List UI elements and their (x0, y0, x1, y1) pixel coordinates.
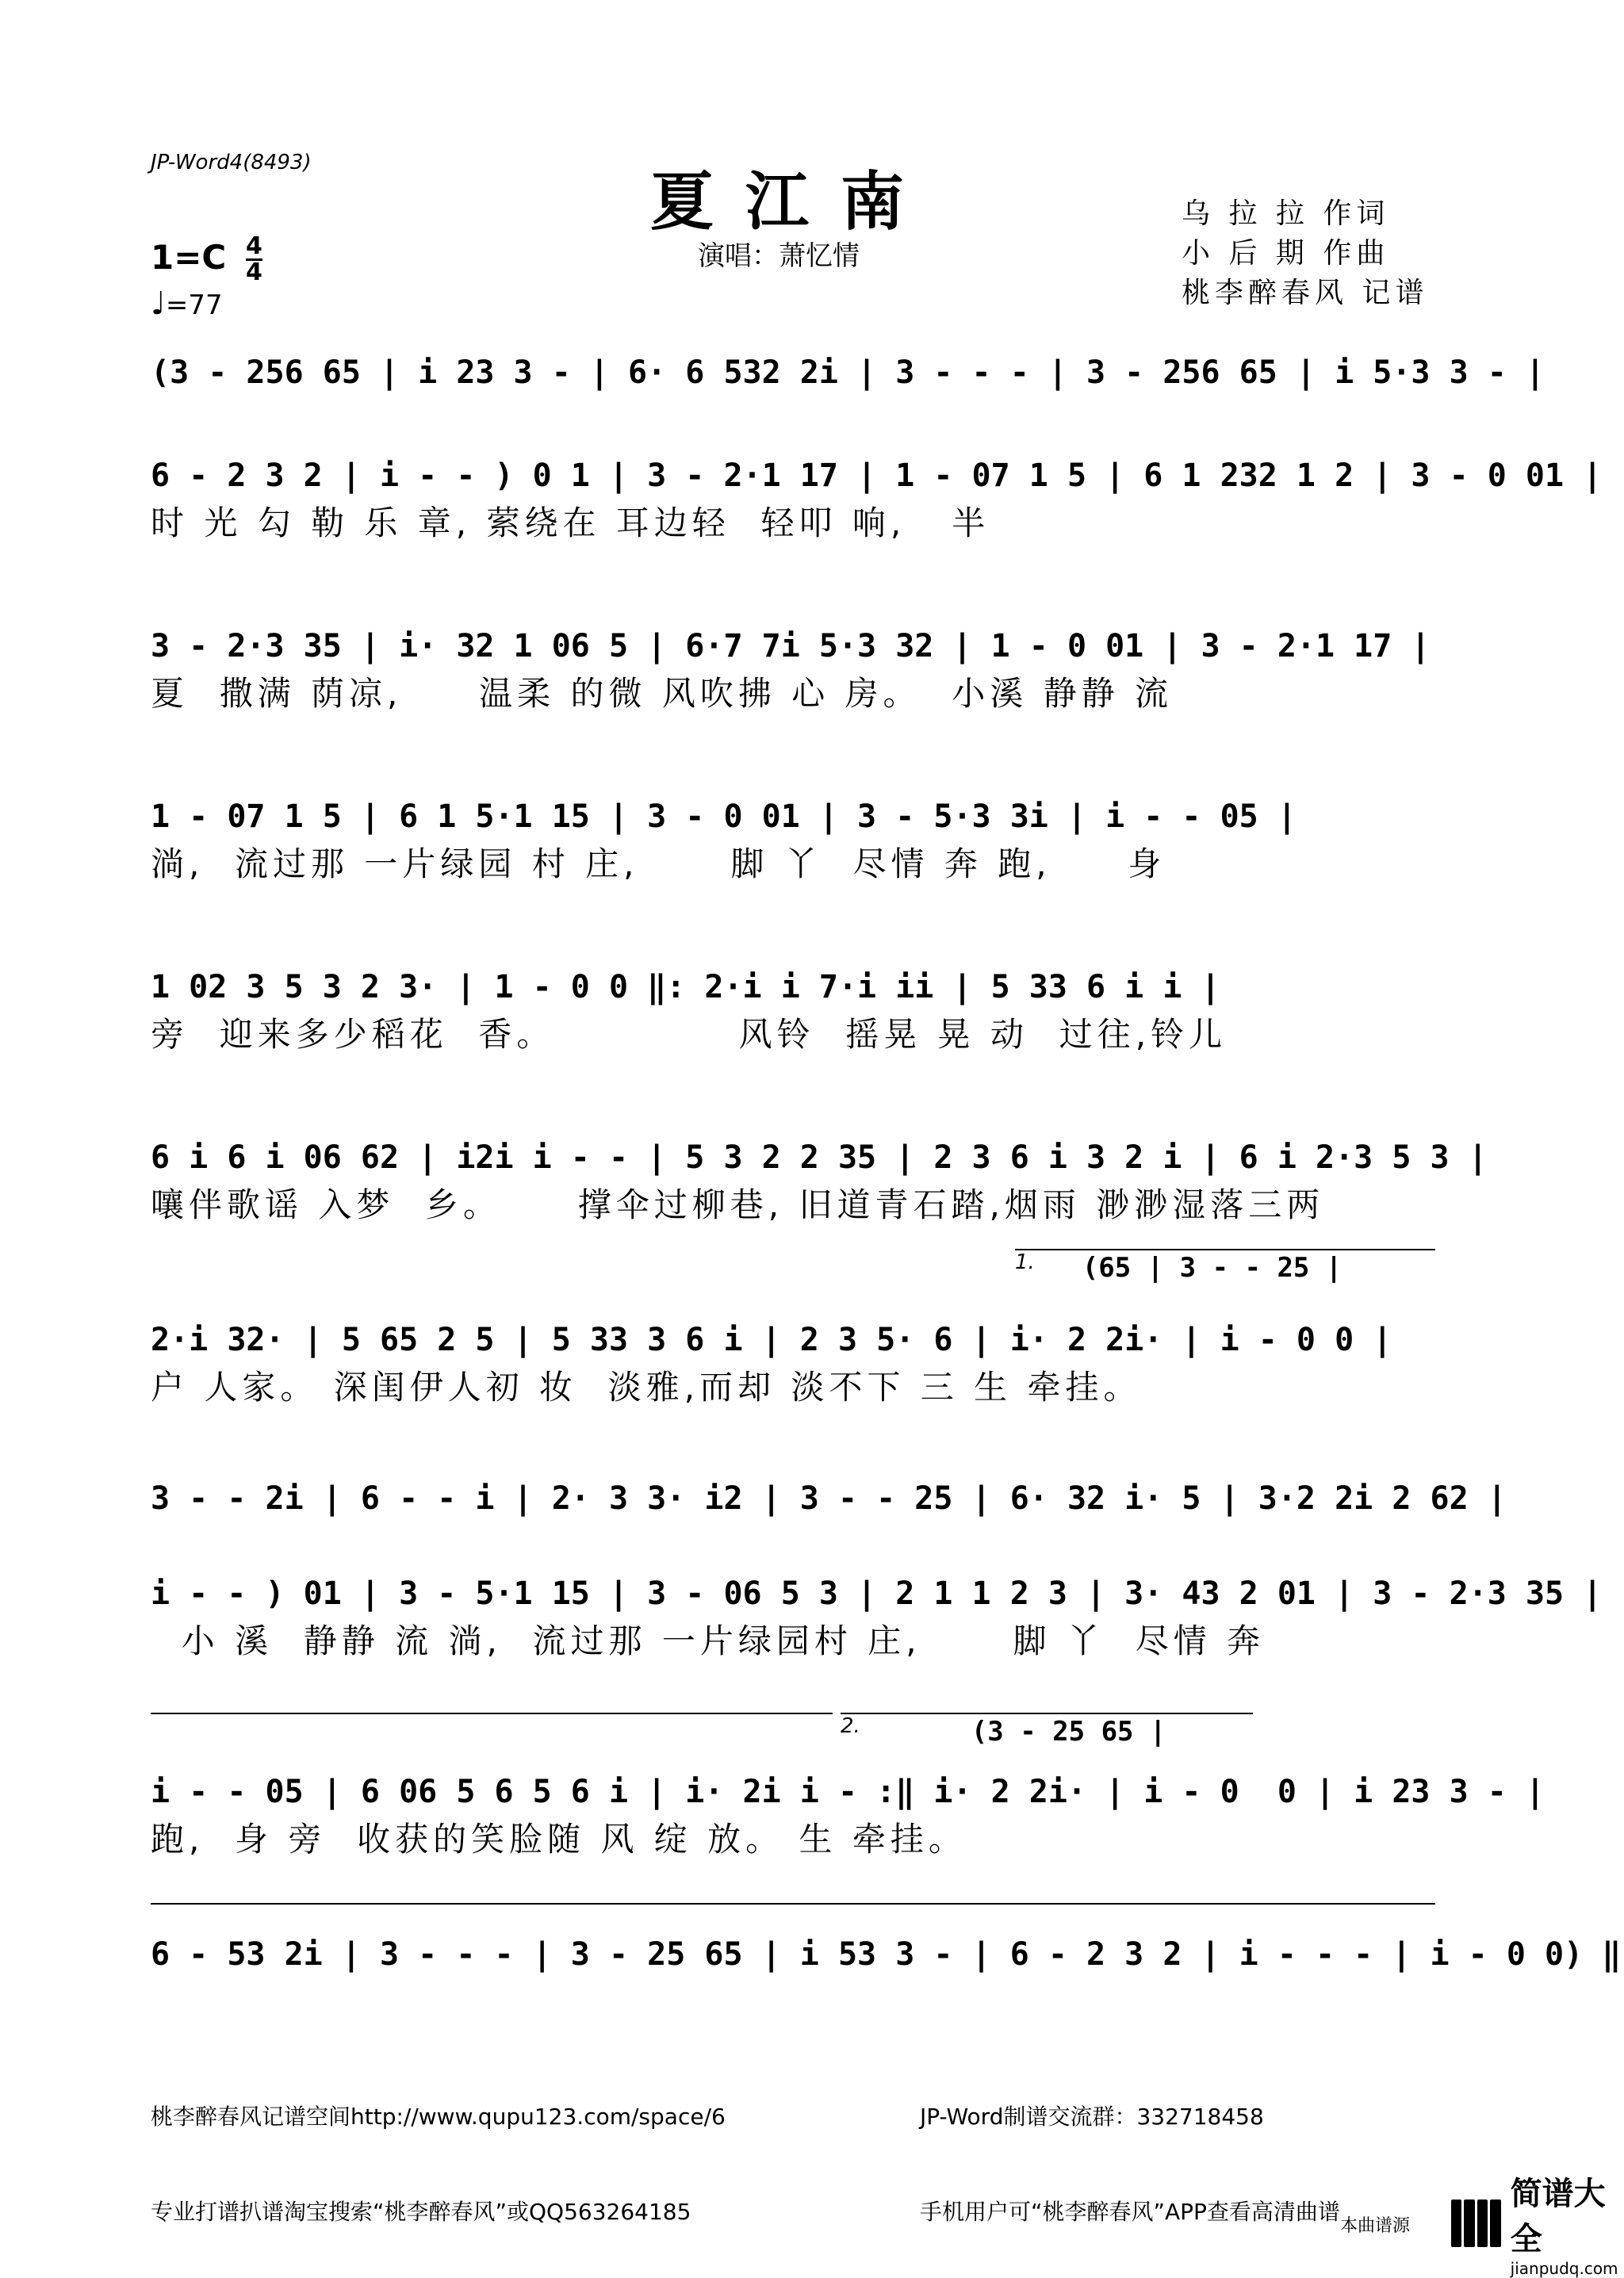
score-system-11 (151, 1931, 1622, 1978)
volta-number: 2. (841, 1714, 860, 1738)
lyricist-credit: 乌 拉 拉 作词 (1182, 197, 1390, 230)
score-system-7 (151, 1316, 1435, 1411)
score-system-2 (151, 452, 1603, 547)
volta-notes: (65 | 3 - - 25 | (1082, 1252, 1342, 1284)
lyrics-line: 淌, 流过那 一片绿园 村 庄, 脚 丫 尽情 奔 跑, 身 (151, 844, 1166, 883)
logo-url: jianpudq.com (1510, 2259, 1618, 2278)
key-signature: 1=C (151, 238, 227, 277)
score-system-4 (151, 793, 1435, 888)
footer-website: 桃李醉春风记谱空间http://www.qupu123.com/space/6 (151, 2104, 726, 2130)
notation-line: 2·i 32· | 5 65 2 5 | 5 33 3 6 i | 2 3 5· 6 | i· 2 2i· | i - 0 0 | (151, 1322, 1392, 1358)
software-label: JP-Word4(8493) (151, 151, 312, 174)
score-system-8 (151, 1475, 1507, 1522)
footer-right (920, 2038, 1340, 2260)
score-system-1 (151, 349, 1545, 396)
repeat-bracket (151, 1713, 833, 1722)
lyrics-line: 嚷伴歌谣 入梦 乡。 撑伞过柳巷, 旧道青石踏,烟雨 渺渺湿落三两 (151, 1185, 1325, 1224)
notation-line: 1 - 07 1 5 | 6 1 5·1 15 | 3 - 0 01 | 3 - 5·3 3i | i - - 05 | (151, 798, 1297, 835)
notation-line: 3 - 2·3 35 | i· 32 1 06 5 | 6·7 7i 5·3 32 | 1 - 0 01 | 3 - 2·1 17 | (151, 628, 1431, 664)
notation-line: i - - ) 01 | 3 - 5·1 15 | 3 - 06 5 3 | 2 1 1 2 3 | 3· 43 2 01 | 3 - 2·3 35 | (151, 1575, 1603, 1612)
lyrics-line: 夏 撒满 荫凉, 温柔 的微 风吹拂 心 房。 小溪 静静 流 (151, 674, 1173, 713)
notation-line: i - - 05 | 6 06 5 6 5 6 i | i· 2i i - :‖ i· 2 2i· | i - 0 0 | i 23 3 - | (151, 1774, 1545, 1810)
volta-number: 1. (1015, 1250, 1035, 1274)
notation-line: 6 - 53 2i | 3 - - - | 3 - 25 65 | i 53 3 - | 6 - 2 3 2 | i - - - | i - 0 0) ‖ (151, 1936, 1622, 1973)
piano-keys-icon (1451, 2200, 1501, 2247)
score-system-10 (151, 1768, 1545, 1863)
lyrics-line: 小 溪 静静 流 淌, 流过那 一片绿园村 庄, 脚 丫 尽情 奔 (151, 1621, 1266, 1660)
site-logo (1451, 2169, 1624, 2278)
volta-notes: (3 - 25 65 | (971, 1716, 1166, 1748)
score-system-3 (151, 622, 1435, 718)
score-system-6 (151, 1134, 1488, 1229)
logo-text: 简谱大全 (1510, 2176, 1606, 2257)
lyrics-line: 旁 迎来多少稻花 香。 风铃 摇晃 晃 动 过往,铃儿 (151, 1015, 1228, 1054)
notation-line: 1 02 3 5 3 2 3· | 1 - 0 0 ‖: 2·i i 7·i ii | 5 33 6 i i | (151, 969, 1220, 1005)
coda-bracket (151, 1903, 1435, 1912)
notation-line: 3 - - 2i | 6 - - i | 2· 3 3· i2 | 3 - - 25 | 6· 32 i· 5 | 3·2 2i 2 62 | (151, 1480, 1507, 1517)
tempo-marking (151, 285, 223, 322)
score-system-5 (151, 963, 1435, 1059)
notation-line: 6 i 6 i 06 62 | i2i i - - | 5 3 2 2 35 | 2 3 6 i 3 2 i | 6 i 2·3 5 3 | (151, 1139, 1488, 1176)
volta-line (151, 1903, 1435, 1912)
lyrics-line: 跑, 身 旁 收获的笑脸随 风 绽 放。 生 牵挂。 (151, 1820, 967, 1859)
tempo-value: =77 (165, 289, 223, 321)
notation-line: 6 - 2 3 2 | i - - ) 0 1 | 3 - 2·1 17 | 1 - 07 1 5 | 6 1 232 1 2 | 3 - 0 01 | (151, 458, 1603, 494)
footer-left (151, 2038, 726, 2260)
volta-line (151, 1713, 833, 1722)
lyrics-line: 时 光 勾 勒 乐 章, 萦绕在 耳边轻 轻叩 响, 半 (151, 503, 990, 542)
second-ending-bracket (841, 1713, 1253, 1749)
footer-group: JP-Word制谱交流群：332718458 (920, 2104, 1264, 2130)
source-note: 本曲谱源 (1340, 2216, 1411, 2236)
score-system-9 (151, 1570, 1603, 1665)
time-numerator: 4 (246, 232, 262, 260)
composer-credit: 小 后 期 作曲 (1182, 237, 1390, 270)
transcriber-credit: 桃李醉春风 记谱 (1182, 277, 1429, 309)
footer-app: 手机用户可“桃李醉春风”APP查看高清曲谱 (920, 2199, 1340, 2225)
lyrics-line: 户 人家。 深闺伊人初 妆 淡雅,而却 淡不下 三 生 牵挂。 (151, 1368, 1142, 1407)
quarter-note-icon: ♩ (151, 285, 166, 322)
footer-taobao: 专业打谱扒谱淘宝搜索“桃李醉春风”或QQ563264185 (151, 2199, 691, 2225)
first-ending-bracket (1015, 1249, 1435, 1285)
song-title: 夏江南 (650, 164, 936, 239)
notation-line: (3 - 256 65 | i 23 3 - | 6· 6 532 2i | 3 - - - | 3 - 256 65 | i 5·3 3 - | (151, 354, 1545, 391)
credits-block (1182, 194, 1428, 313)
time-signature (246, 232, 262, 286)
time-denominator: 4 (246, 258, 262, 286)
singer-credit: 演唱：萧忆情 (698, 240, 860, 272)
